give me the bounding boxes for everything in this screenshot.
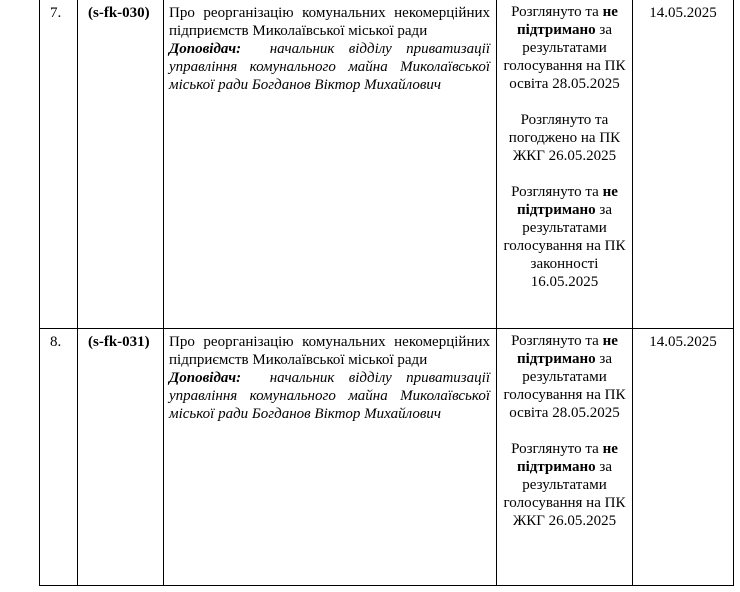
status-text: Розглянуто та — [511, 441, 603, 457]
status-text: за результатами голосування на ПК освіта 28.05.2025 — [503, 351, 626, 421]
status-emphasis: не підтримано — [516, 441, 618, 475]
table-row — [40, 329, 734, 586]
status-cell — [497, 0, 632, 291]
status-emphasis: не підтримано — [516, 333, 618, 367]
status-text: Розглянуто та — [511, 184, 603, 200]
status-entry — [501, 332, 628, 422]
table-row — [40, 0, 734, 329]
row-number: 8. — [50, 334, 62, 350]
item-title: Про реорганізацію комунальних некомерційних підприємств Миколаївської міської ради — [169, 334, 490, 368]
speaker-line — [169, 40, 490, 94]
item-title: Про реорганізацію комунальних некомерційних підприємств Миколаївської міської ради — [169, 5, 490, 39]
speaker-text: начальник відділу приватизації управління комунального майна Миколаївської міської ради Богданов Віктор Михайлович — [169, 370, 490, 422]
status-entry — [501, 440, 628, 530]
status-text: Розглянуто та — [511, 333, 603, 349]
status-entry — [501, 111, 628, 165]
agenda-table — [39, 0, 734, 586]
item-code: (s-fk-031) — [88, 334, 150, 350]
status-text: за результатами голосування на ПК освіта 28.05.2025 — [503, 22, 626, 92]
item-description — [164, 0, 496, 94]
status-emphasis: не підтримано — [516, 184, 618, 218]
item-code: (s-fk-030) — [88, 5, 150, 21]
status-cell — [497, 329, 632, 530]
registration-date: 14.05.2025 — [649, 5, 717, 21]
status-entry — [501, 3, 628, 93]
speaker-text: начальник відділу приватизації управління комунального майна Миколаївської міської ради Богданов Віктор Михайлович — [169, 41, 490, 93]
status-emphasis: не підтримано — [516, 4, 618, 38]
speaker-label: Доповідач: — [169, 41, 242, 57]
status-text: Розглянуто та погоджено на ПК ЖКГ 26.05.2025 — [508, 112, 621, 164]
registration-date: 14.05.2025 — [649, 334, 717, 350]
item-description — [164, 329, 496, 423]
speaker-label: Доповідач: — [169, 370, 242, 386]
status-entry — [501, 183, 628, 291]
row-number: 7. — [50, 5, 62, 21]
speaker-line — [169, 369, 490, 423]
status-text: за результатами голосування на ПК ЖКГ 26.05.2025 — [503, 459, 626, 529]
status-text: за результатами голосування на ПК законності 16.05.2025 — [503, 202, 626, 290]
status-text: Розглянуто та — [511, 4, 603, 20]
